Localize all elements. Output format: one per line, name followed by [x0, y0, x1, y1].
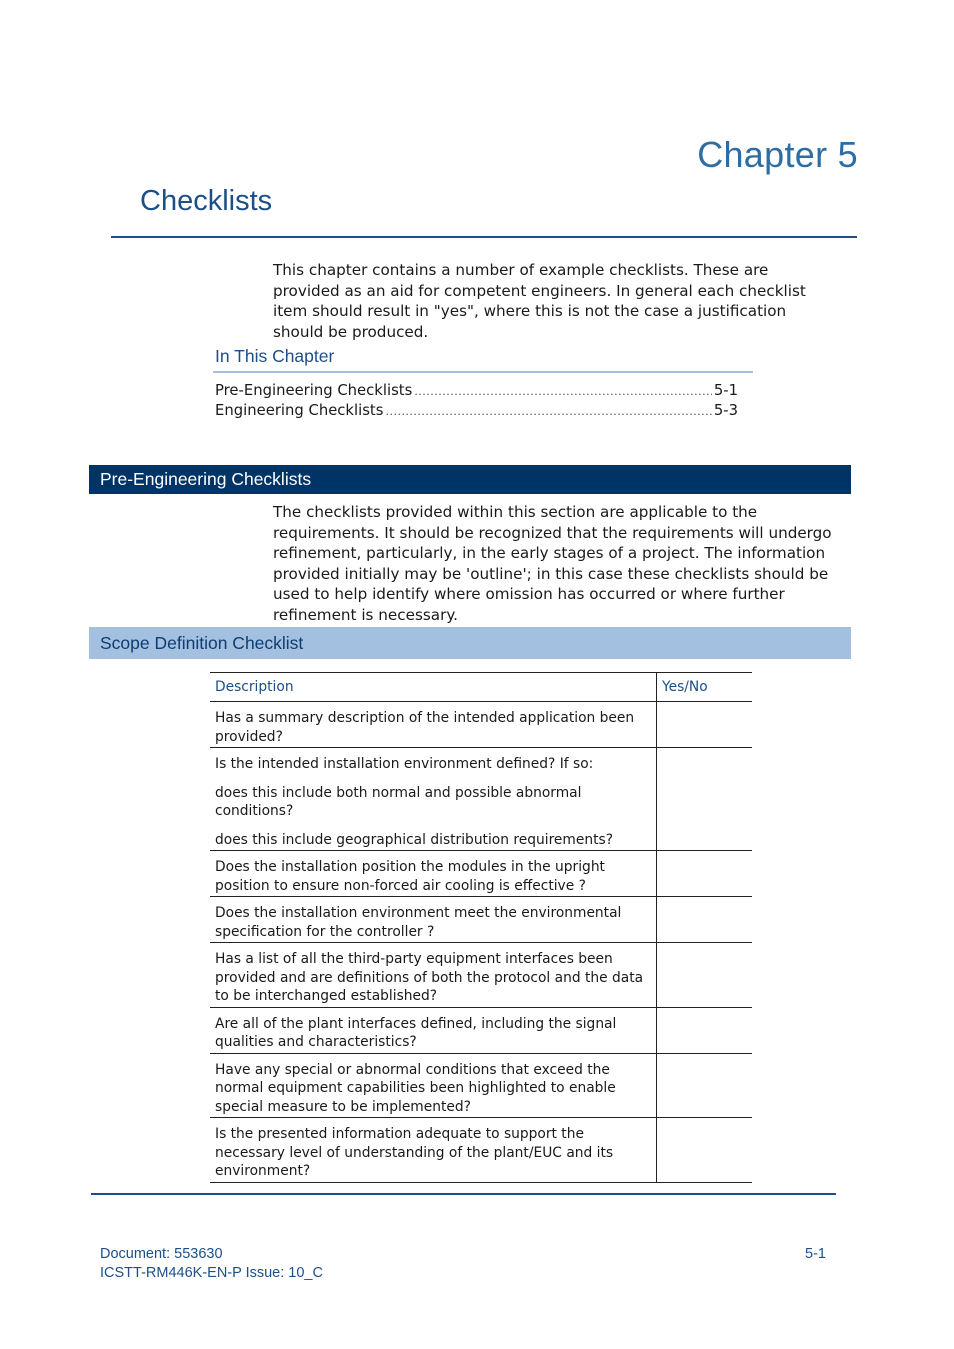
chapter-toc [215, 382, 738, 422]
table-row [210, 943, 752, 1008]
checklist-item-description [210, 943, 657, 1008]
scope-definition-checklist-table [210, 672, 752, 1183]
checklist-item-description [210, 1007, 657, 1053]
checklist-item-answer[interactable] [657, 943, 753, 1008]
toc-entry-title[interactable]: Pre-Engineering Checklists [215, 382, 413, 399]
checklist-item-description [210, 748, 657, 851]
section-heading-text: Pre-Engineering Checklists [100, 469, 312, 489]
chapter-intro-text: This chapter contains a number of example checklists. These are provided as an aid for competent engineers. In general each checklist item should result in "yes", where this is not the case a justification should be produced. [273, 261, 806, 341]
checklist-item-answer[interactable] [657, 897, 753, 943]
checklist-item-text: Are all of the plant interfaces defined, including the signal qualities and characteristics? [215, 1015, 617, 1050]
checklist-item-text: Does the installation environment meet the environmental specification for the controller ? [215, 905, 622, 940]
checklist-item-answer[interactable] [657, 702, 753, 748]
footer-divider [91, 1193, 836, 1195]
subsection-heading-scope-definition [89, 627, 851, 659]
checklist-item-text: Does the installation position the modules in the upright position to ensure non-forced air cooling is effective ? [215, 859, 605, 894]
table-row [210, 1053, 752, 1118]
column-header-description: Description [210, 673, 657, 702]
column-header-yes-no: Yes/No [657, 673, 753, 702]
checklist-item-answer[interactable] [657, 1007, 753, 1053]
table-row [210, 748, 752, 851]
checklist-item-description [210, 702, 657, 748]
in-this-chapter-heading: In This Chapter [215, 346, 335, 366]
checklist-item-answer[interactable] [657, 851, 753, 897]
footer-document-info [100, 1245, 323, 1283]
chapter-divider [111, 236, 857, 238]
checklist-item-text: Have any special or abnormal conditions that exceed the normal equipment capabilities been highlighted to enable special measure to be implemented? [215, 1061, 616, 1115]
table-row [210, 1007, 752, 1053]
subsection-heading-text: Scope Definition Checklist [100, 632, 304, 653]
checklist-item-description [210, 1053, 657, 1118]
footer-page-number: 5-1 [805, 1246, 826, 1262]
toc-entry[interactable] [215, 402, 738, 422]
in-this-chapter-divider [213, 371, 753, 373]
checklist-item-answer[interactable] [657, 748, 753, 851]
checklist-item-answer[interactable] [657, 1118, 753, 1183]
chapter-title: Checklists [140, 185, 273, 217]
checklist-item-text: Is the intended installation environment defined? If so: [215, 756, 594, 772]
checklist-item-text: Is the presented information adequate to support the necessary level of understanding of the plant/EUC and its environment? [215, 1126, 614, 1179]
table-row [210, 702, 752, 748]
checklist-item-text: Has a summary description of the intended application been provided? [215, 710, 635, 745]
toc-leader-dots [385, 405, 711, 418]
checklist-item-text: Has a list of all the third-party equipment interfaces been provided and are definitions of both the protocol and the data to be interchanged established? [215, 951, 644, 1004]
chapter-label: Chapter 5 [697, 134, 858, 175]
footer-issue: ICSTT-RM446K-EN-P Issue: 10_C [100, 1265, 323, 1281]
toc-entry[interactable] [215, 382, 738, 402]
toc-entry-title[interactable]: Engineering Checklists [215, 402, 384, 419]
table-row [210, 851, 752, 897]
toc-entry-page[interactable]: 5-1 [713, 382, 738, 399]
pre-engineering-text: The checklists provided within this section are applicable to the requirements. It should be recognized that the requirements will undergo refinement, particularly, in the early stages of a project. The information provided initially may be 'outline'; in this case these checklists should be used to help identify where omission has occurred or where further refinement is necessary. [273, 503, 832, 624]
checklist-item-description [210, 851, 657, 897]
checklist-item-subitem: does this include both normal and possible abnormal conditions? [215, 784, 582, 819]
checklist-item-description [210, 897, 657, 943]
toc-leader-dots [414, 385, 712, 398]
checklist-item-answer[interactable] [657, 1053, 753, 1118]
table-row [210, 1118, 752, 1183]
footer-document-number: Document: 553630 [100, 1246, 223, 1262]
checklist-item-description [210, 1118, 657, 1183]
table-header-row [210, 673, 752, 702]
table-row [210, 897, 752, 943]
checklist-item-subitem: does this include geographical distribution requirements? [215, 831, 614, 848]
toc-entry-page[interactable]: 5-3 [713, 402, 738, 419]
section-heading-pre-engineering [89, 465, 851, 494]
